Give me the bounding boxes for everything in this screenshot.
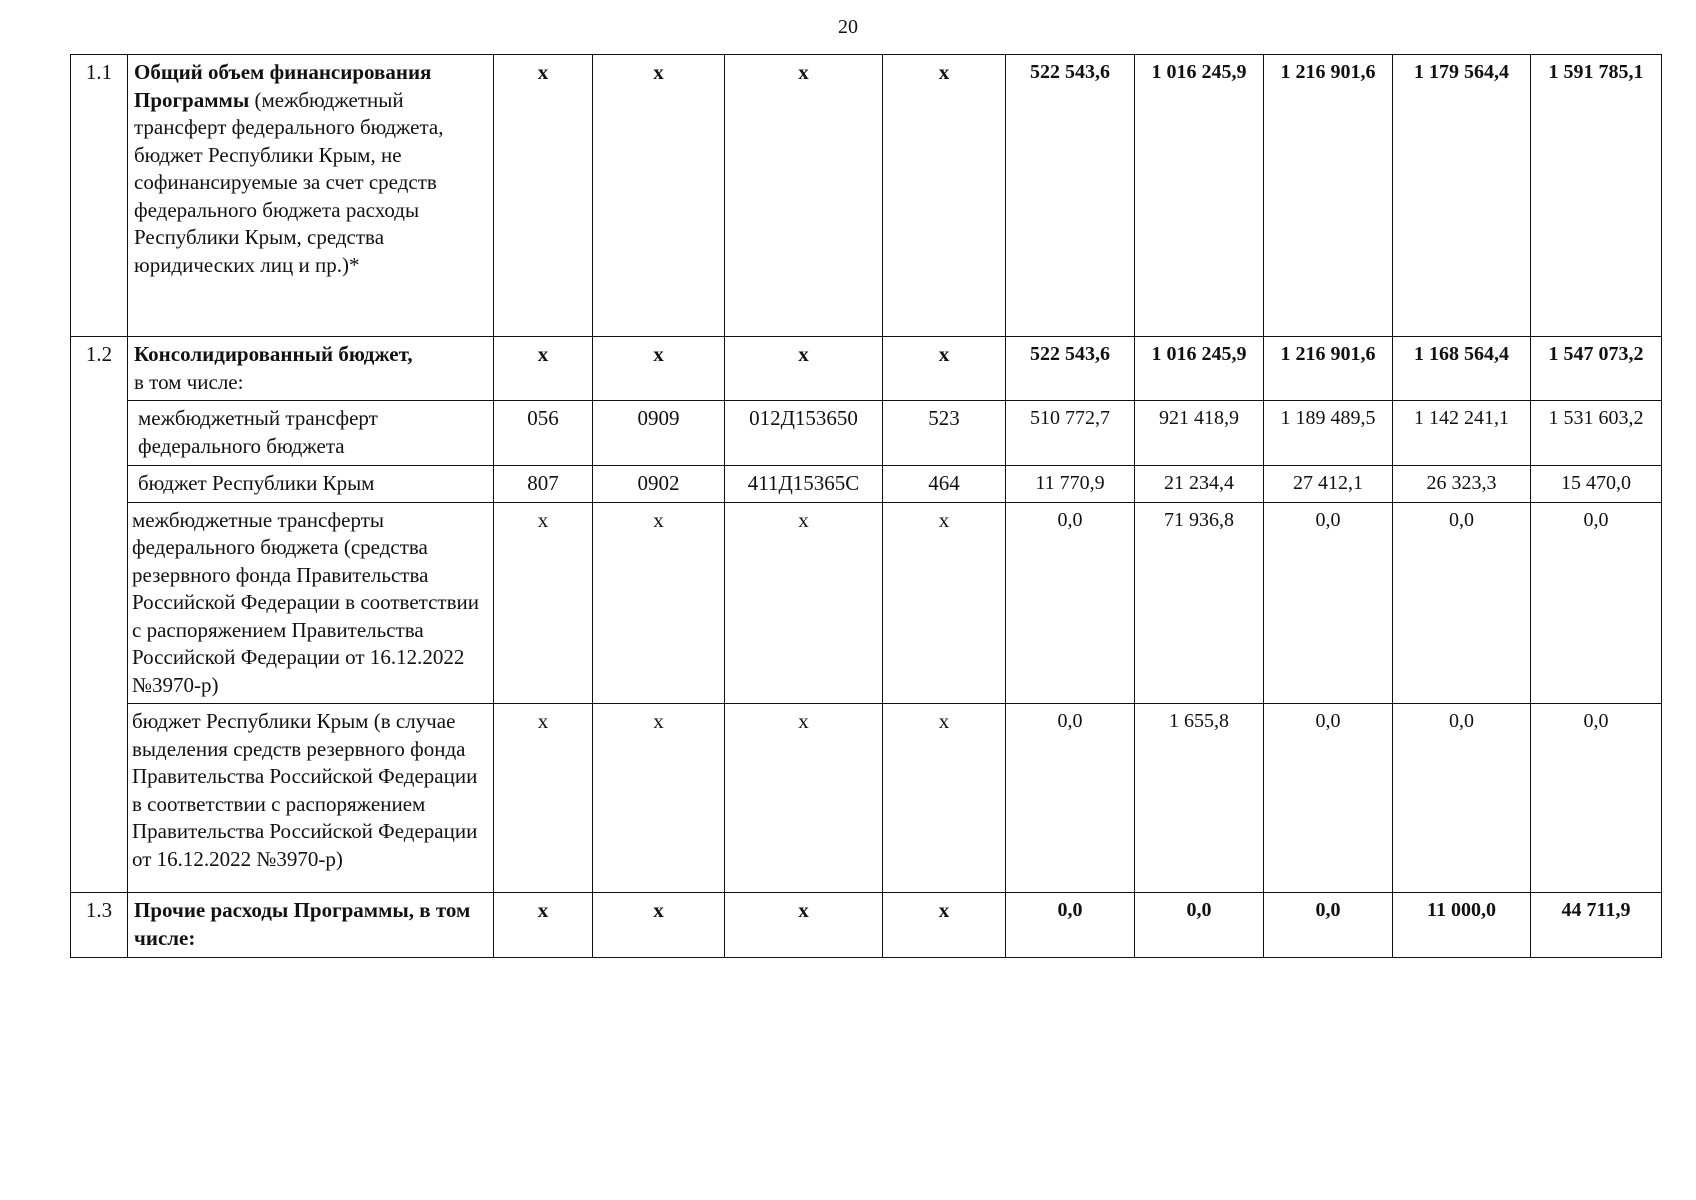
table-row	[71, 502, 1662, 704]
cell-value-2: 21 234,4	[1135, 466, 1264, 503]
cell-code-3: 411Д15365С	[725, 466, 883, 503]
cell-code-1: 056	[494, 401, 593, 466]
cell-code-1: 807	[494, 466, 593, 503]
cell-code-4: 464	[883, 466, 1006, 503]
cell-code-3: 012Д153650	[725, 401, 883, 466]
description-bold: Общий объем финансирования Программы	[134, 60, 432, 112]
cell-code-3: х	[725, 893, 883, 958]
row-description	[128, 337, 494, 401]
cell-code-4: х	[883, 704, 1006, 893]
cell-code-1: х	[494, 502, 593, 704]
row-description: межбюджетный трансферт федерального бюджета	[128, 401, 494, 466]
row-description: Прочие расходы Программы, в том числе:	[128, 893, 494, 958]
cell-value-2: 921 418,9	[1135, 401, 1264, 466]
cell-value-1: 11 770,9	[1006, 466, 1135, 503]
cell-value-3: 1 216 901,6	[1264, 55, 1393, 337]
cell-code-3: х	[725, 704, 883, 893]
table-row	[71, 893, 1662, 958]
cell-code-2: х	[593, 55, 725, 337]
row-description	[128, 55, 494, 337]
cell-value-3: 0,0	[1264, 704, 1393, 893]
table-row	[71, 55, 1662, 337]
table-row	[71, 401, 1662, 466]
cell-code-3: х	[725, 337, 883, 401]
cell-value-1: 510 772,7	[1006, 401, 1135, 466]
cell-value-4: 26 323,3	[1393, 466, 1531, 503]
cell-value-1: 522 543,6	[1006, 55, 1135, 337]
row-description: межбюджетные трансферты федерального бюджета (средства резервного фонда Правительства Российской Федерации в соответствии с распоряжением Правительства Российской Федерации от 16.12.2022 №3970-р)	[128, 502, 494, 704]
cell-value-4: 0,0	[1393, 704, 1531, 893]
cell-code-1: х	[494, 704, 593, 893]
financing-table	[70, 54, 1662, 958]
row-description: бюджет Республики Крым	[128, 466, 494, 503]
cell-value-5: 0,0	[1531, 704, 1662, 893]
row-number: 1.3	[71, 893, 128, 958]
cell-value-5: 0,0	[1531, 502, 1662, 704]
cell-value-4: 0,0	[1393, 502, 1531, 704]
page-number: 20	[838, 16, 858, 38]
cell-value-1: 522 543,6	[1006, 337, 1135, 401]
cell-value-3: 0,0	[1264, 893, 1393, 958]
cell-code-3: х	[725, 55, 883, 337]
cell-code-1: х	[494, 337, 593, 401]
cell-code-2: х	[593, 502, 725, 704]
cell-value-2: 71 936,8	[1135, 502, 1264, 704]
cell-value-4: 11 000,0	[1393, 893, 1531, 958]
cell-value-3: 27 412,1	[1264, 466, 1393, 503]
cell-value-3: 1 216 901,6	[1264, 337, 1393, 401]
cell-code-3: х	[725, 502, 883, 704]
cell-value-5: 44 711,9	[1531, 893, 1662, 958]
description-text: (межбюджетный трансферт федерального бюджета, бюджет Республики Крым, не софинансируемые за счет средств федерального бюджета расходы Республики Крым, средства юридических лиц и пр.)*	[134, 87, 444, 277]
cell-code-2: х	[593, 704, 725, 893]
row-number: 1.2	[71, 337, 128, 893]
cell-code-4: х	[883, 55, 1006, 337]
cell-code-2: 0909	[593, 401, 725, 466]
cell-value-5: 15 470,0	[1531, 466, 1662, 503]
cell-value-3: 1 189 489,5	[1264, 401, 1393, 466]
cell-value-5: 1 591 785,1	[1531, 55, 1662, 337]
description-bold: Консолидированный бюджет,	[134, 342, 413, 366]
cell-value-5: 1 531 603,2	[1531, 401, 1662, 466]
cell-code-1: х	[494, 893, 593, 958]
cell-code-4: х	[883, 502, 1006, 704]
cell-code-2: 0902	[593, 466, 725, 503]
cell-code-2: х	[593, 893, 725, 958]
cell-code-4: 523	[883, 401, 1006, 466]
row-description: бюджет Республики Крым (в случае выделения средств резервного фонда Правительства Российской Федерации в соответствии с распоряжением Правительства Российской Федерации от 16.12.2022 №3970-р)	[128, 704, 494, 893]
cell-code-1: х	[494, 55, 593, 337]
table-row	[71, 704, 1662, 893]
cell-value-4: 1 142 241,1	[1393, 401, 1531, 466]
cell-value-3: 0,0	[1264, 502, 1393, 704]
cell-value-2: 1 655,8	[1135, 704, 1264, 893]
cell-value-4: 1 168 564,4	[1393, 337, 1531, 401]
cell-value-2: 1 016 245,9	[1135, 337, 1264, 401]
table-row	[71, 466, 1662, 503]
cell-code-4: х	[883, 337, 1006, 401]
cell-value-1: 0,0	[1006, 502, 1135, 704]
row-number: 1.1	[71, 55, 128, 337]
cell-code-4: х	[883, 893, 1006, 958]
cell-value-2: 1 016 245,9	[1135, 55, 1264, 337]
table-row	[71, 337, 1662, 401]
cell-value-1: 0,0	[1006, 893, 1135, 958]
cell-value-2: 0,0	[1135, 893, 1264, 958]
cell-value-5: 1 547 073,2	[1531, 337, 1662, 401]
cell-value-1: 0,0	[1006, 704, 1135, 893]
description-text: в том числе:	[134, 369, 244, 394]
cell-code-2: х	[593, 337, 725, 401]
cell-value-4: 1 179 564,4	[1393, 55, 1531, 337]
